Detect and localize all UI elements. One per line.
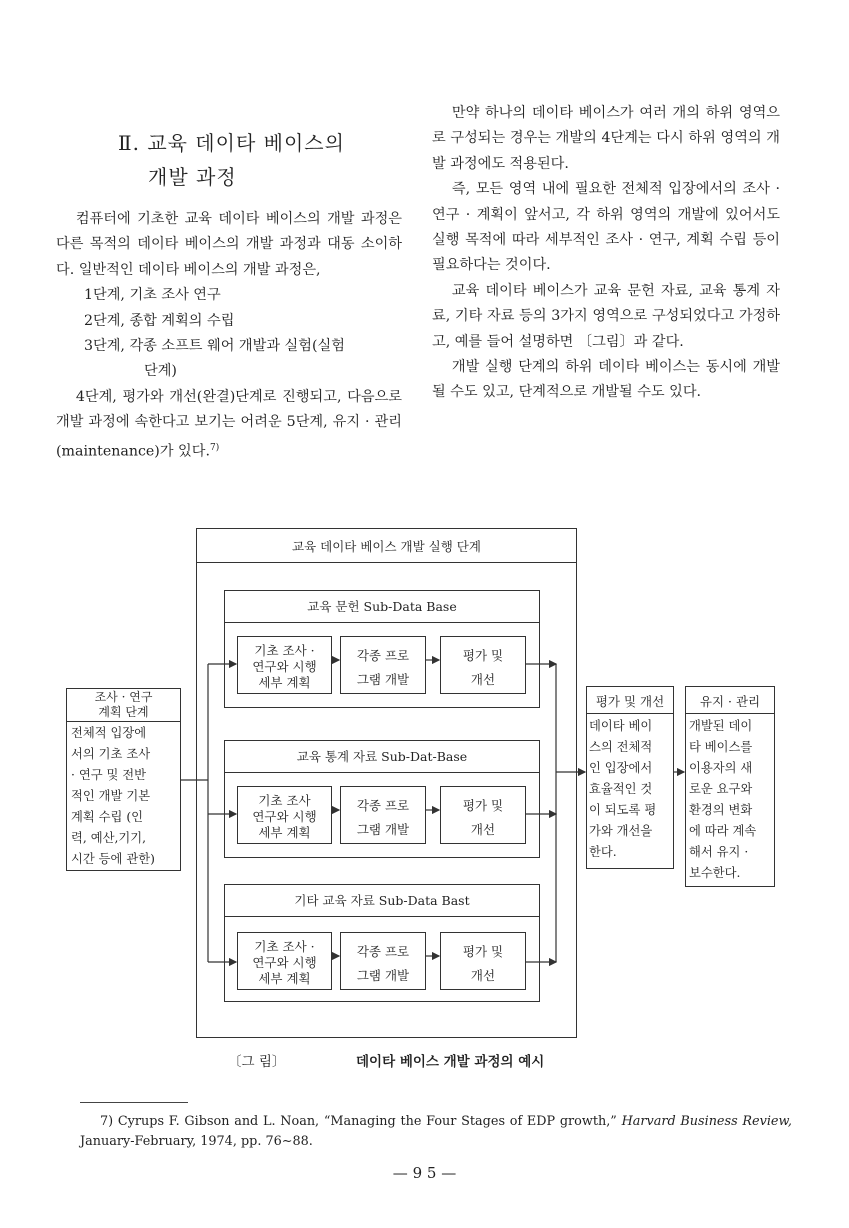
step-4-paragraph: 4단계, 평가와 개선(완결)단계로 진행되고, 다음으로 개발 과정에 속한다고 보기는 어려운 5단계, 유지 · 관리(maintenance)가 있다.$^{7)}$ — [56, 388, 402, 460]
sub2-program-cell: 각종 프로 그램 개발 — [340, 786, 426, 844]
sub1-program-cell: 각종 프로 그램 개발 — [340, 636, 426, 694]
maintenance-box-title: 유지 · 관리 — [699, 694, 761, 709]
figure-caption-text: 데이타 베이스 개발 과정의 예시 — [356, 1054, 545, 1070]
sub1-research-cell: 기초 조사 · 연구와 시행 세부 계획 — [237, 636, 332, 694]
evaluation-box-description: 데이타 베이 스의 전체적 인 입장에서 효율적인 것 이 되도록 평 가와 개선을 한다. — [589, 719, 657, 859]
right-paragraph-3: 교육 데이타 베이스가 교육 문헌 자료, 교육 통계 자료, 기타 자료 등의 3가지 영역으로 구성되었다고 가정하고, 예를 들어 설명하면 〔그림〕과 같다. — [432, 282, 780, 350]
right-paragraph-1: 만약 하나의 데이타 베이스가 여러 개의 하위 영역으로 구성되는 경우는 개발의 4단계는 다시 하위 영역의 개발 과정에도 적용된다. — [432, 105, 780, 172]
sub1-evaluation-cell: 평가 및 개선 — [440, 636, 526, 694]
footnote-ref: 7) — [209, 442, 220, 453]
step-3-continued: 단계) — [144, 363, 177, 380]
right-paragraph-4: 개발 실행 단계의 하위 데이타 베이스는 동시에 개발될 수도 있고, 단계적으로 개발될 수도 있다. — [432, 359, 780, 401]
sub3-research-cell: 기초 조사 · 연구와 시행 세부 계획 — [237, 932, 332, 990]
execution-stage-title: 교육 데이타 베이스 개발 실행 단계 — [292, 539, 481, 554]
planning-stage-title: 조사 · 연구 계획 단계 — [94, 690, 153, 719]
sub-database-other-title: 기타 교육 자료 Sub-Data Bast — [294, 893, 470, 908]
section-numeral: Ⅱ. — [118, 131, 140, 155]
sub3-evaluation-cell: 평가 및 개선 — [440, 932, 526, 990]
intro-paragraph: 컴퓨터에 기초한 교육 데이타 베이스의 개발 과정은 다른 목적의 데이타 베이스의 개발 과정과 대동 소이하다. 일반적인 데이타 베이스의 개발 과정은, — [56, 211, 402, 278]
sub3-program-cell: 각종 프로 그램 개발 — [340, 932, 426, 990]
sub2-research-cell: 기초 조사 연구와 시행 세부 계획 — [237, 786, 332, 844]
evaluation-box-title: 평가 및 개선 — [595, 694, 665, 709]
footnote-journal: Harvard Business Review, — [621, 1114, 792, 1129]
step-2: 2단계, 종합 계획의 수립 — [84, 312, 235, 329]
section-title-line2: 개발 과정 — [148, 165, 237, 189]
page-number: — 9 5 — — [392, 1164, 457, 1182]
figure-caption-label: 〔그 림〕 — [228, 1054, 286, 1070]
maintenance-box-description: 개발된 데이 타 베이스를 이용자의 새 로운 요구와 환경의 변화 에 따라 계속 해서 유지 · 보수한다. — [689, 719, 757, 880]
step-3: 3단계, 각종 소프트 웨어 개발과 실험(실험 — [84, 338, 345, 355]
sub-database-statistics-title: 교육 통계 자료 Sub-Dat-Base — [296, 749, 468, 764]
right-paragraph-2: 즉, 모든 영역 내에 필요한 전체적 입장에서의 조사 · 연구 · 계획이 앞서고, 각 하위 영역의 개발에 있어서도 실행 목적에 따라 세부적인 조사 · 연구, 계획 수립 등이 필요하다는 것이다. — [432, 181, 780, 274]
sub-database-literature-title: 교육 문헌 Sub-Data Base — [307, 599, 457, 614]
step-1: 1단계, 기초 조사 연구 — [84, 287, 221, 304]
section-title-line1: 교육 데이타 베이스의 — [147, 131, 345, 155]
planning-stage-description: 전체적 입장에 서의 기초 조사 · 연구 및 전반 적인 개발 기본 계획 수립 (인 력, 예산,기기, 시간 등에 관한) — [71, 726, 155, 866]
footnote-rule — [80, 1102, 188, 1103]
footnote: 7) Cyrups F. Gibson and L. Noan, “Managing the Four Stages of EDP growth,” Harvard Business Review, January-February, 1974, pp. 76∼88. — [80, 1114, 792, 1149]
sub2-evaluation-cell: 평가 및 개선 — [440, 786, 526, 844]
